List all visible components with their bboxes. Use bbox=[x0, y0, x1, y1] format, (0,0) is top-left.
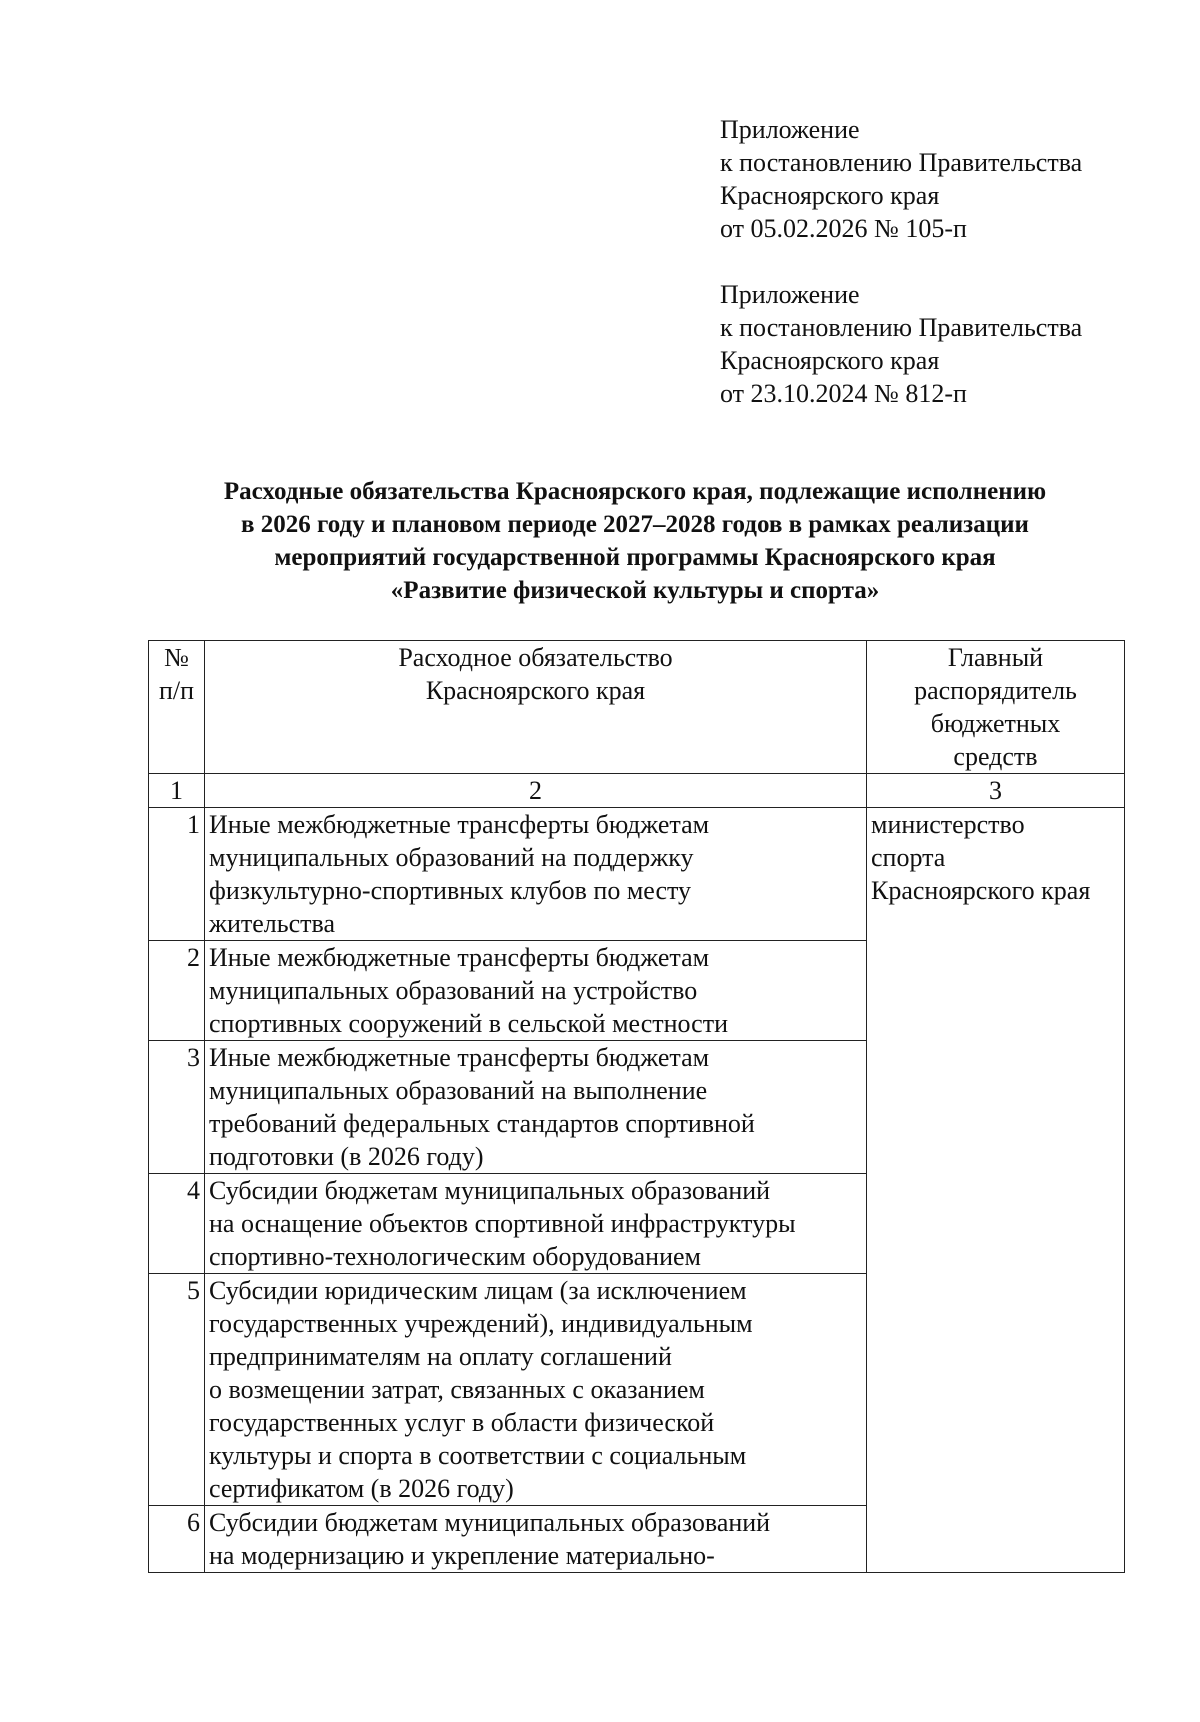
appendix-line: Красноярского края bbox=[720, 181, 940, 210]
appendix-line: к постановлению Правительства bbox=[720, 148, 1083, 177]
row-distributor: министерство спорта Красноярского края bbox=[867, 808, 1125, 1573]
row-number: 3 bbox=[149, 1041, 205, 1174]
header-obligation: Расходное обязательство Красноярского края bbox=[205, 641, 867, 774]
appendix-line: Красноярского края bbox=[720, 346, 940, 375]
row-number: 1 bbox=[149, 808, 205, 941]
title-line: мероприятий государственной программы Красноярского края bbox=[274, 544, 996, 571]
appendix-block-current bbox=[720, 113, 1160, 245]
column-number-row bbox=[149, 774, 1125, 808]
header-number: № п/п bbox=[149, 641, 205, 774]
document-title bbox=[100, 475, 1170, 607]
appendix-line: от 05.02.2026 № 105-п bbox=[720, 214, 967, 243]
table-row bbox=[149, 808, 1125, 941]
appendix-block-original bbox=[720, 278, 1160, 410]
appendix-line: Приложение bbox=[720, 280, 860, 309]
column-number: 2 bbox=[205, 774, 867, 808]
column-number: 1 bbox=[149, 774, 205, 808]
title-line: Расходные обязательства Красноярского края, подлежащие исполнению bbox=[223, 478, 1047, 505]
appendix-line: Приложение bbox=[720, 115, 860, 144]
row-number: 2 bbox=[149, 941, 205, 1041]
appendix-line: от 23.10.2024 № 812-п bbox=[720, 379, 967, 408]
title-line: «Развитие физической культуры и спорта» bbox=[390, 577, 880, 604]
header-distributor: Главный распорядитель бюджетных средств bbox=[867, 641, 1125, 774]
obligations-table bbox=[148, 640, 1125, 1573]
row-obligation: Субсидии бюджетам муниципальных образований на модернизацию и укрепление материально- bbox=[205, 1506, 867, 1573]
column-number: 3 bbox=[867, 774, 1125, 808]
row-obligation: Иные межбюджетные трансферты бюджетам муниципальных образований на выполнение требований федеральных стандартов спортивной подготовки (в 2026 году) bbox=[205, 1041, 867, 1174]
row-number: 6 bbox=[149, 1506, 205, 1573]
appendix-line: к постановлению Правительства bbox=[720, 313, 1083, 342]
row-obligation: Субсидии бюджетам муниципальных образований на оснащение объектов спортивной инфраструктуры спортивно-технологическим оборудованием bbox=[205, 1174, 867, 1274]
title-line: в 2026 году и плановом периоде 2027–2028 годов в рамках реализации bbox=[241, 511, 1029, 538]
row-number: 4 bbox=[149, 1174, 205, 1274]
table-header-row bbox=[149, 641, 1125, 774]
row-obligation: Иные межбюджетные трансферты бюджетам муниципальных образований на поддержку физкультурно-спортивных клубов по месту жительства bbox=[205, 808, 867, 941]
row-obligation: Иные межбюджетные трансферты бюджетам муниципальных образований на устройство спортивных сооружений в сельской местности bbox=[205, 941, 867, 1041]
row-number: 5 bbox=[149, 1274, 205, 1506]
row-obligation: Субсидии юридическим лицам (за исключением государственных учреждений), индивидуальным предпринимателям на оплату соглашений о возмещении затрат, связанных с оказанием государственных услуг в области физической культуры и спорта в соответствии с социальным сертификатом (в 2026 году) bbox=[205, 1274, 867, 1506]
